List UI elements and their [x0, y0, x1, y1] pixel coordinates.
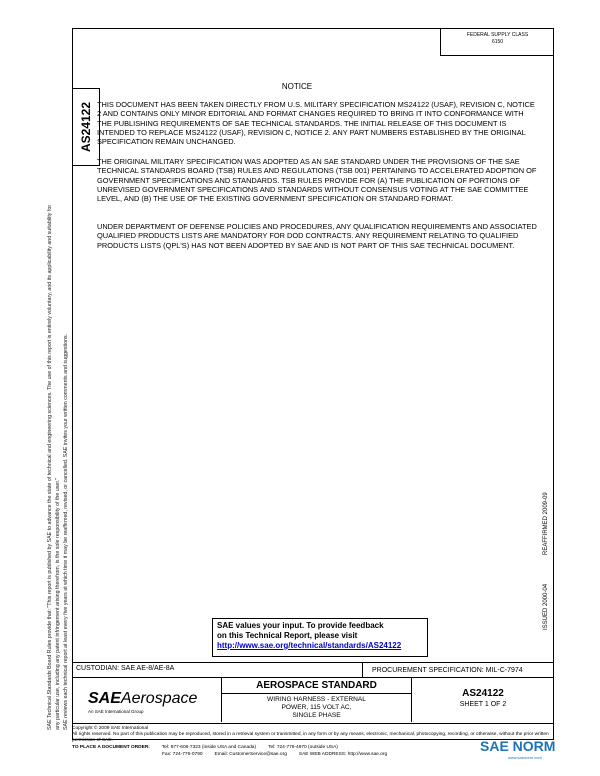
feedback-link[interactable]: http://www.sae.org/technical/standards/AS24122 — [217, 641, 402, 650]
feedback-box — [212, 618, 428, 657]
standard-desc-1: WIRING HARNESS - EXTERNAL — [267, 696, 366, 703]
federal-class-box — [440, 28, 554, 56]
reaffirmed-date: REAFFIRMED 2009-09 — [543, 492, 549, 555]
custodian: CUSTODIAN: SAE AE-8/AE-8A — [76, 665, 175, 672]
feedback-line-2: on this Technical Report, please visit — [217, 631, 358, 640]
sae-aerospace-logo — [88, 690, 197, 708]
notice-paragraph-2: THE ORIGINAL MILITARY SPECIFICATION WAS ADOPTED AS AN SAE STANDARD UNDER THE PROVISIONS OF THE SAE TECHNICAL STANDARDS BOARD (TSB) RULES AND REGULATIONS (TSB 001) PERTAINING TO ACCELERATED ADOPTION OF GOVERNMENT SPECIFICATIONS AND STANDARDS. TSB RULES PROVIDE FOR (A) THE PUBLICATION OF PORTIONS OF UNREVISED GOVERNMENT SPECIFICATIONS AND STANDARDS WITHOUT CONSENSUS VOTING AT THE SAE COMMITTEE LEVEL, AND (B) THE USE OF THE EXISTING GOVERNMENT SPECIFICATION OR STANDARD FORMAT. — [97, 157, 537, 204]
standard-desc-2: POWER, 115 VOLT AC, — [281, 704, 352, 711]
tel-inside: Tel: 877-606-7323 (inside USA and Canada) — [161, 745, 257, 750]
standard-desc-3: SINGLE PHASE — [292, 712, 341, 719]
divider — [362, 663, 363, 677]
logo-aero: Aerospace — [120, 690, 198, 707]
title-block — [72, 678, 554, 724]
notice-paragraph-3: UNDER DEPARTMENT OF DEFENSE POLICIES AND PROCEDURES, ANY QUALIFICATION REQUIREMENTS AND ASSOCIATED QUALIFIED PRODUCTS LISTS ARE MANDATORY FOR DOD CONTRACTS. ANY REQUIREMENT RELATING TO QUALIFIED PRODUCTS LISTS (QPL'S) HAS NOT BEEN ADOPTED BY SAE AND IS NOT PART OF THIS SAE TECHNICAL DOCUMENT. — [97, 222, 537, 250]
standard-cell — [222, 678, 412, 722]
notice-title: NOTICE — [281, 82, 313, 91]
federal-class-number: 6150 — [491, 39, 504, 45]
logo-cell — [72, 678, 222, 722]
issued-date: ISSUED 2000-04 — [543, 583, 549, 630]
tel-outside: Tel: 724-776-4970 (outside USA) — [268, 745, 338, 750]
order-label: TO PLACE A DOCUMENT ORDER: — [72, 745, 150, 750]
custodian-row — [72, 662, 554, 678]
logo-brand: SAE — [88, 690, 121, 707]
sheet-number: SHEET 1 OF 2 — [459, 701, 507, 708]
watermark-subtitle: www.saenorm.com — [508, 755, 542, 760]
logo-subtitle: An SAE International Group — [88, 709, 144, 714]
watermark-logo: SAE NORM — [480, 738, 556, 754]
notice-paragraph-1: THIS DOCUMENT HAS BEEN TAKEN DIRECTLY FROM U.S. MILITARY SPECIFICATION MS24122 (USAF), REVISION C, NOTICE 2 AND CONTAINS ONLY MINOR EDITORIAL AND FORMAT CHANGES REQUIRED TO BRING IT INTO CONFORMANCE WITH THE PUBLISHING REQUIREMENTS OF SAE TECHNICAL STANDARDS. THE INITIAL RELEASE OF THIS DOCUMENT IS INTENDED TO REPLACE MS24122 (USAF), REVISION C, NOTICE 2. ANY PART NUMBERS ESTABLISHED BY THE ORIGINAL SPECIFICATION REMAIN UNCHANGED. — [97, 100, 535, 147]
standard-title: AEROSPACE STANDARD — [222, 680, 411, 694]
federal-class-label: FEDERAL SUPPLY CLASS — [466, 32, 529, 38]
doc-number: AS24122 — [462, 688, 504, 699]
copyright: Copyright © 2009 SAE International — [72, 726, 149, 731]
doc-number-cell — [412, 678, 554, 722]
email[interactable]: Email: CustomerService@sae.org — [214, 752, 287, 757]
vertical-doc-number-box — [72, 88, 100, 166]
feedback-line-1: SAE values your input. To provide feedback — [217, 621, 384, 630]
rights-text: All rights reserved. No part of this publication may be reproduced, stored in a retrieval system or transmitted, in any form or by any means, electronic, mechanical, photocopying, recording, or otherwise, without the prior written permission of SAE. — [72, 732, 549, 743]
disclaimer-line-2: SAE reviews each technical report at least every five years at which time it may be reaffirmed, revised, or cancelled. SAE invites your written comments and suggestions. — [63, 333, 69, 730]
left-disclaimer — [46, 200, 86, 730]
disclaimer-line-1: SAE Technical Standards Board Rules provide that: "This report is published by SAE to advance the state of technical and engineering sciences. The use of this report is entirely voluntary, and its applicability and suitability for any particular use, including any patent infringement arising therefrom, is the sole responsibility of the user." — [47, 204, 61, 730]
fax: Fax: 724-776-0790 — [162, 752, 203, 757]
vertical-doc-number: AS24122 — [78, 101, 93, 153]
procurement-spec: PROCUREMENT SPECIFICATION: MIL-C-7974 — [372, 667, 523, 674]
web-address[interactable]: SAE WEB ADDRESS: http://www.sae.org — [298, 752, 388, 757]
